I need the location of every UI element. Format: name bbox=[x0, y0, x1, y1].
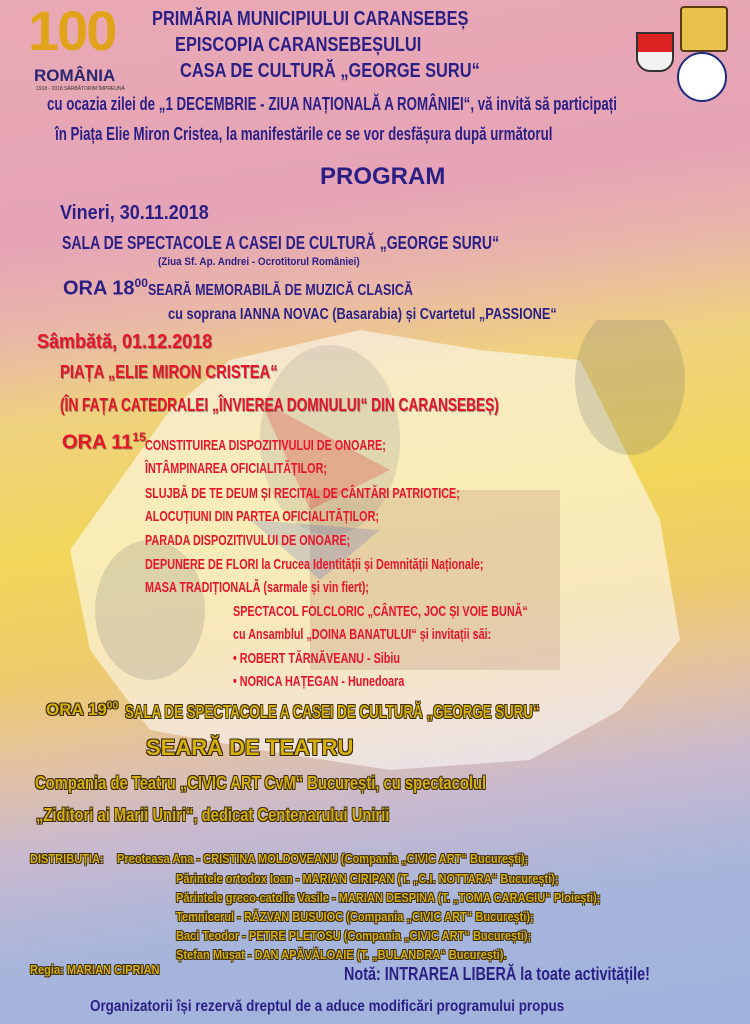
day2-item: SPECTACOL FOLCLORIC „CÂNTEC, JOC ȘI VOIE BUNĂ“ bbox=[233, 603, 528, 620]
header-line-1: PRIMĂRIA MUNICIPIULUI CARANSEBEȘ bbox=[152, 8, 469, 30]
intro-line-1: cu ocazia zilei de „1 DECEMBRIE - ZIUA NAȚIONALĂ A ROMÂNIEI“, vă invită să participați bbox=[47, 94, 617, 114]
day2-item: ÎNTÂMPINAREA OFICIALITĂȚILOR; bbox=[145, 460, 327, 477]
day2-item: DEPUNERE DE FLORI la Crucea Identității și Demnității Naționale; bbox=[145, 556, 484, 573]
city-coat-of-arms-icon bbox=[636, 32, 674, 72]
intro-line-2: în Piața Elie Miron Cristea, la manifestările ce se vor desfășura după următorul bbox=[55, 124, 553, 144]
day1-note: (Ziua Sf. Ap. Andrei - Ocrotitorul României) bbox=[158, 256, 360, 268]
evening-time bbox=[46, 700, 118, 720]
evening-venue: SALA DE SPECTACOLE A CASEI DE CULTURĂ „GEORGE SURU“ bbox=[125, 702, 540, 722]
day1-guests: cu soprana IANNA NOVAC (Basarabia) și Cvartetul „PASSIONE“ bbox=[168, 306, 557, 323]
evening-time-text: ORA 19 bbox=[46, 700, 107, 719]
cast-row: Preoteasa Ana - CRISTINA MOLDOVEANU (Compania „CIVIC ART“ București); bbox=[117, 851, 529, 866]
cast-row: Temnicerul - RĂZVAN BUSUIOC (Compania „CIVIC ART“ București); bbox=[176, 909, 534, 924]
evening-time-sup: 00 bbox=[106, 700, 119, 712]
culture-house-seal-icon bbox=[677, 52, 727, 102]
header-line-2: EPISCOPIA CARANSEBEȘULUI bbox=[175, 34, 422, 56]
logo-country: ROMÂNIA bbox=[34, 66, 116, 85]
evening-title: SEARĂ DE TEATRU bbox=[146, 735, 354, 760]
cast-row: Ștefan Mușat - DAN APĂVĂLOAIE (T. „BULANDRA“ București). bbox=[176, 947, 507, 962]
day2-item: PARADA DISPOZITIVULUI DE ONOARE; bbox=[145, 532, 351, 549]
day2-time-sup: 15 bbox=[132, 430, 146, 444]
day1-time bbox=[63, 276, 148, 301]
day2-item: • ROBERT TĂRNĂVEANU - Sibiu bbox=[233, 650, 400, 667]
cast-row: Baci Teodor - PETRE PLETOSU (Compania „CIVIC ART“ București); bbox=[176, 928, 532, 943]
day1-date: Vineri, 30.11.2018 bbox=[60, 202, 209, 224]
cast-row: Părintele ortodox Ioan - MARIAN CIRIPAN (T. „C.I. NOTTARA“ București); bbox=[176, 871, 559, 886]
evening-line-2: „Ziditori ai Marii Uniri“, dedicat Centenarului Unirii bbox=[36, 805, 390, 825]
day2-date: Sâmbătă, 01.12.2018 bbox=[37, 331, 213, 353]
day2-item: SLUJBĂ DE TE DEUM ȘI RECITAL DE CÂNTĂRI PATRIOTICE; bbox=[145, 485, 460, 502]
program-title: PROGRAM bbox=[320, 163, 446, 190]
cast-row: Părintele greco-catolic Vasile - MARIAN DESPINA (T. „TOMA CARAGIU“ Ploiești); bbox=[176, 890, 601, 905]
day2-item: • NORICA HAȚEGAN - Hunedoara bbox=[233, 673, 405, 690]
day1-event: SEARĂ MEMORABILĂ DE MUZICĂ CLASICĂ bbox=[148, 282, 413, 299]
logo-tagline: 1918 - 2018 SĂRBĂTORIM ÎMPREUNĂ bbox=[36, 86, 125, 92]
director: Regia: MARIAN CIPRIAN bbox=[30, 962, 160, 977]
day2-item: CONSTITUIREA DISPOZITIVULUI DE ONOARE; bbox=[145, 437, 386, 454]
day2-item: cu Ansamblul „DOINA BANATULUI“ și invitații săi: bbox=[233, 626, 492, 643]
diocese-coat-of-arms-icon bbox=[680, 6, 728, 52]
day2-time bbox=[62, 430, 146, 455]
day1-time-text: ORA 18 bbox=[63, 277, 135, 300]
centenary-logo bbox=[10, 0, 142, 96]
day1-time-sup: 00 bbox=[134, 276, 148, 290]
free-entry-note: Notă: INTRAREA LIBERĂ la toate activitățile! bbox=[344, 964, 650, 984]
cast-label: DISTRIBUȚIA: bbox=[30, 851, 104, 866]
day2-time-text: ORA 11 bbox=[62, 431, 133, 454]
day2-item: ALOCUȚIUNI DIN PARTEA OFICIALITĂȚILOR; bbox=[145, 508, 379, 525]
evening-line-1: Compania de Teatru „CIVIC ART CvM“ București, cu spectacolul bbox=[35, 773, 487, 793]
day2-place-1: PIAȚA „ELIE MIRON CRISTEA“ bbox=[60, 362, 278, 382]
day2-item: MASA TRADIȚIONALĂ (sarmale și vin fiert); bbox=[145, 579, 370, 596]
day1-venue: SALA DE SPECTACOLE A CASEI DE CULTURĂ „GEORGE SURU“ bbox=[62, 233, 500, 253]
day2-place-2: (ÎN FAȚA CATEDRALEI „ÎNVIEREA DOMNULUI“ DIN CARANSEBEȘ) bbox=[60, 395, 499, 415]
footer-note: Organizatorii își rezervă dreptul de a aduce modificări programului propus bbox=[90, 998, 565, 1015]
logo-digits: 100 bbox=[28, 0, 116, 62]
header-line-3: CASA DE CULTURĂ „GEORGE SURU“ bbox=[180, 60, 480, 82]
